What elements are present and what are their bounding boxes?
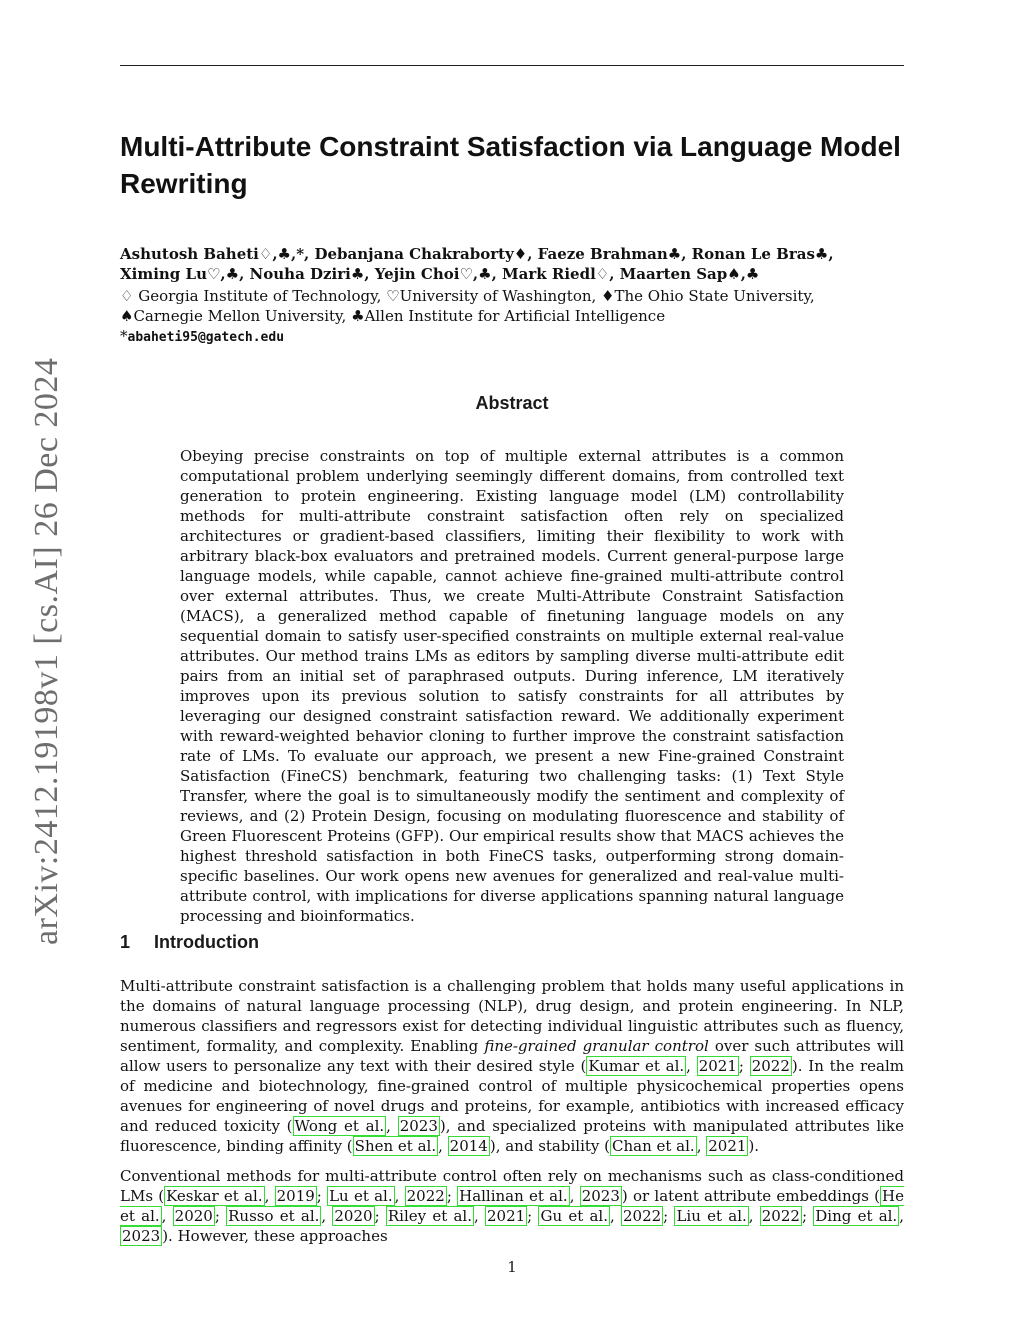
email-footnote-mark: * xyxy=(120,327,128,345)
arxiv-stamp: arXiv:2412.19198v1 [cs.AI] 26 Dec 2024 xyxy=(28,357,65,945)
author-list xyxy=(120,244,920,284)
citation-link[interactable]: Keskar et al. xyxy=(166,1187,263,1205)
citation-link[interactable]: 2020 xyxy=(174,1207,213,1225)
affiliation-line-2: ♠Carnegie Mellon University, ♣Allen Institute for Artificial Intelligence xyxy=(120,307,666,325)
citation-link[interactable]: 2019 xyxy=(276,1187,315,1205)
citation-link[interactable]: 2021 xyxy=(486,1207,526,1225)
citation-link[interactable]: 2023 xyxy=(399,1117,438,1135)
citation-link[interactable]: Shen et al. xyxy=(354,1137,437,1155)
authors-line-2: Ximing Lu♡,♣, Nouha Dziri♣, Yejin Choi♡,♣, Mark Riedl♢, Maarten Sap♠,♣ xyxy=(120,265,760,283)
citation-link[interactable]: Gu et al. xyxy=(540,1207,608,1225)
citation-link[interactable]: He et al. xyxy=(120,1187,904,1225)
citation-link[interactable]: Kumar et al. xyxy=(588,1057,685,1075)
citation-link[interactable]: Chan et al. xyxy=(612,1137,695,1155)
abstract-body: Obeying precise constraints on top of multiple external attributes is a common computational problem underlying seemingly different domains, from controlled text generation to protein engineering. Existing language model (LM) controllability methods for multi-attribute constraint satisfaction often rely on specialized architectures or gradient-based classifiers, limiting their flexibility to work with arbitrary black-box evaluators and pretrained models. Current general-purpose large language models, while capable, cannot achieve fine-grained multi-attribute control over external attributes. Thus, we create Multi-Attribute Constraint Satisfaction (MACS), a generalized method capable of finetuning language models on any sequential domain to satisfy user-specified constraints on multiple external real-value attributes. Our method trains LMs as editors by sampling diverse multi-attribute edit pairs from an initial set of paraphrased outputs. During inference, LM iteratively improves upon its previous solution to satisfy constraints for all attributes by leveraging our designed constraint satisfaction reward. We additionally experiment with reward-weighted behavior cloning to further improve the constraint satisfaction rate of LMs. To evaluate our approach, we present a new Fine-grained Constraint Satisfaction (FineCS) benchmark, featuring two challenging tasks: (1) Text Style Transfer, where the goal is to simultaneously modify the sentiment and complexity of reviews, and (2) Protein Design, focusing on modulating fluorescence and stability of Green Fluorescent Proteins (GFP). Our empirical results show that MACS achieves the highest threshold satisfaction in both FineCS tasks, outperforming strong domain-specific baselines. Our work opens new avenues for generalized and real-value multi-attribute control, with implications for diverse applications spanning natural language processing and bioinformatics. xyxy=(180,447,844,925)
citation-link[interactable]: Ding et al. xyxy=(815,1207,898,1225)
citation-link[interactable]: 2022 xyxy=(751,1057,790,1075)
authors-line-1: Ashutosh Baheti♢,♣,*, Debanjana Chakraborty♦, Faeze Brahman♣, Ronan Le Bras♣, xyxy=(120,245,834,263)
citation-link[interactable]: 2014 xyxy=(449,1137,488,1155)
page-number: 1 xyxy=(507,1258,517,1276)
citation-link[interactable]: Lu et al. xyxy=(329,1187,393,1205)
header-rule xyxy=(120,65,904,66)
paper-title: Multi-Attribute Constraint Satisfaction via Language Model Rewriting xyxy=(120,131,901,199)
introduction-body xyxy=(120,976,904,1256)
citation-link[interactable]: Riley et al. xyxy=(387,1207,472,1225)
citation-link[interactable]: 2023 xyxy=(581,1187,620,1205)
citation-link[interactable]: 2023 xyxy=(122,1227,161,1245)
intro-paragraph-1: Multi-attribute constraint satisfaction is a challenging problem that holds many useful applications in the domains of natural language processing (NLP), drug design, and protein engineering. In NLP, numerous classifiers and regressors exist for detecting individual linguistic attributes such as fluency, sentiment, formality, and complexity. Enabling fine-grained granular control over such attributes will allow users to personalize any text with their desired style ( Kumar et al. , 2021 ; 2022 ). In the realm of medicine and biotechnology, fine-grained control of multiple physicochemical properties opens avenues for engineering of novel drugs and proteins, for example, antibiotics with increased efficacy and reduced toxicity ( Wong et al. , 2023 ), and specialized proteins with manipulated attributes like fluorescence, binding affinity ( Shen et al. , 2014 ), and stability ( Chan et al. , 2021 ). xyxy=(120,977,905,1155)
section-number: 1 xyxy=(120,932,131,952)
affiliations xyxy=(120,286,920,348)
intro-paragraph-2: Conventional methods for multi-attribute control often rely on mechanisms such as class-conditioned LMs ( Keskar et al. , 2019 ; Lu et al. , 2022 ; Hallinan et al. , 2023 ) or latent attribute embeddings ( He et al. , 2020 ; Russo et al. , 2020 ; Riley et al. , 2021 ; Gu et al. , 2022 ; Liu et al. , 2022 ; Ding et al. , 2023 ). However, these approaches xyxy=(120,1167,904,1245)
section-title: Introduction xyxy=(154,932,259,952)
citation-link[interactable]: Russo et al. xyxy=(228,1207,320,1225)
contact-email-line xyxy=(120,326,920,348)
affiliation-line-1: ♢ Georgia Institute of Technology, ♡University of Washington, ♦The Ohio State University, xyxy=(120,287,815,305)
citation-link[interactable]: Liu et al. xyxy=(676,1207,747,1225)
contact-email[interactable]: abaheti95@gatech.edu xyxy=(127,330,285,345)
citation-link[interactable]: 2022 xyxy=(622,1207,662,1225)
citation-link[interactable]: 2020 xyxy=(334,1207,373,1225)
citation-link[interactable]: Wong et al. xyxy=(294,1117,385,1135)
citation-link[interactable]: 2021 xyxy=(698,1057,737,1075)
section-heading-introduction xyxy=(120,932,259,953)
citation-link[interactable]: 2022 xyxy=(761,1207,800,1225)
citation-link[interactable]: 2021 xyxy=(708,1137,747,1155)
abstract-heading: Abstract xyxy=(475,393,549,413)
citation-link[interactable]: 2022 xyxy=(406,1187,445,1205)
emphasis-text: fine-grained granular control xyxy=(484,1037,709,1055)
citation-link[interactable]: Hallinan et al. xyxy=(459,1187,568,1205)
